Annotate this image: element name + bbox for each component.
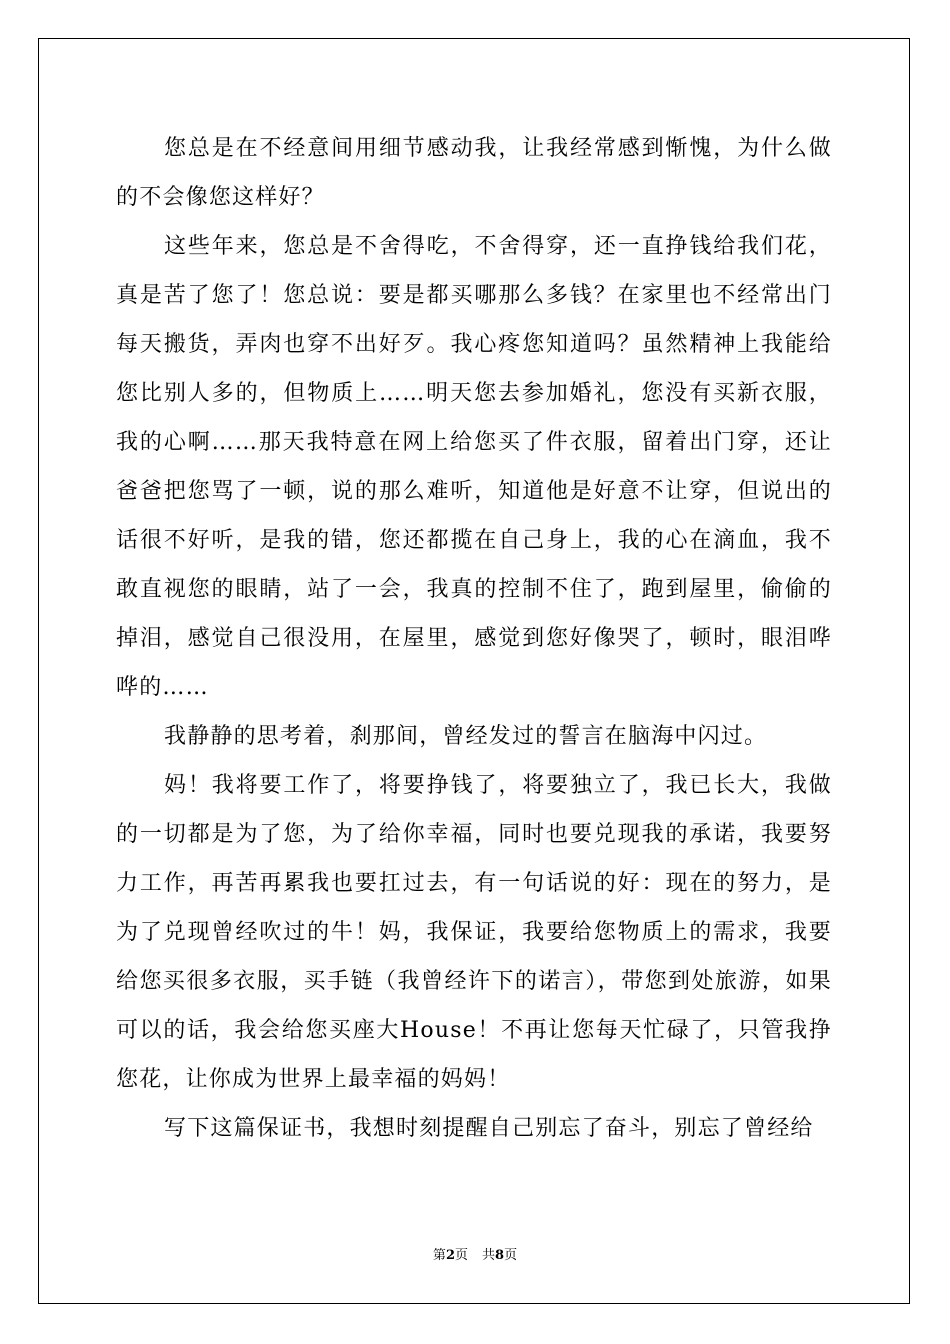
document-body [116, 124, 832, 1153]
paragraph-3: 我静静的思考着，刹那间，曾经发过的誓言在脑海中闪过。 [164, 724, 768, 749]
page-footer [0, 1247, 950, 1265]
paragraph-2: 这些年来，您总是不舍得吃，不舍得穿，还一直挣钱给我们花，真是苦了您了！您总说：要是都买哪那么多钱？在家里也不经常出门每天搬货，弄肉也穿不出好歹。我心疼您知道吗？虽然精神上我能给您比别人多的，但物质上……明天您去参加婚礼，您没有买新衣服，我的心啊……那天我特意在网上给您买了件衣服，留着出门穿，还让爸爸把您骂了一顿，说的那么难听，知道他是好意不让穿，但说出的话很不好听，是我的错，您还都揽在自己身上，我的心在滴血，我不敢直视您的眼睛，站了一会，我真的控制不住了，跑到屋里，偷偷的掉泪，感觉自己很没用，在屋里，感觉到您好像哭了，顿时，眼泪哗哗的…… [116, 234, 832, 700]
page-number: 第2页 [432, 1248, 468, 1263]
paragraph-5: 写下这篇保证书，我想时刻提醒自己别忘了奋斗，别忘了曾经给 [164, 1116, 814, 1141]
paragraph-1: 您总是在不经意间用细节感动我，让我经常感到惭愧，为什么做的不会像您这样好？ [116, 136, 832, 210]
paragraph-4: 妈！我将要工作了，将要挣钱了，将要独立了，我已长大，我做的一切都是为了您，为了给你幸福，同时也要兑现我的承诺，我要努力工作，再苦再累我也要扛过去，有一句话说的好：现在的努力，是为了兑现曾经吹过的牛！妈，我保证，我要给您物质上的需求，我要给您买很多衣服，买手链（我曾经许下的诺言），带您到处旅游，如果可以的话，我会给您买座大House！不再让您每天忙碌了，只管我挣您花，让你成为世界上最幸福的妈妈！ [116, 773, 832, 1092]
page-total: 共8页 [482, 1248, 518, 1263]
